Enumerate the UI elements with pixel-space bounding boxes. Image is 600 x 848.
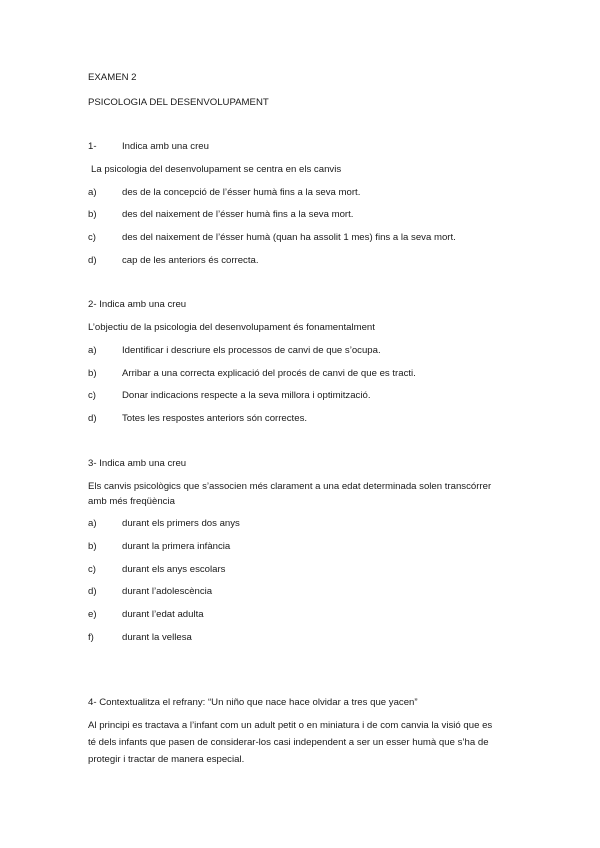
option-text: Identificar i descriure els processos de canvi de que s’ocupa. <box>122 345 381 356</box>
option-text: cap de les anteriors és correcta. <box>122 255 259 266</box>
subject-title: PSICOLOGIA DEL DESENVOLUPAMENT <box>88 97 269 108</box>
q1-option-a <box>88 187 360 198</box>
option-text: Totes les respostes anteriors són correctes. <box>122 413 308 424</box>
q4-answer-line-3: protegir i tractar de manera especial. <box>88 754 245 765</box>
q2-option-d <box>88 413 307 424</box>
q3-option-e <box>88 609 204 620</box>
q1-stem: La psicologia del desenvolupament se centra en els canvis <box>91 164 342 175</box>
option-text: durant l’adolescència <box>122 586 213 597</box>
option-letter: a) <box>88 345 97 356</box>
q3-title: 3- Indica amb una creu <box>88 458 187 469</box>
q3-option-b <box>88 541 230 552</box>
q3-option-f <box>88 632 192 643</box>
q1-title: Indica amb una creu <box>122 141 209 152</box>
option-text: Arribar a una correcta explicació del procés de canvi de que es tracti. <box>122 368 416 379</box>
option-text: durant la vellesa <box>122 632 192 643</box>
option-text: durant els primers dos anys <box>122 518 240 529</box>
q4-answer-line-1: Al principi es tractava a l’infant com un adult petit o en miniatura i de com canvia la visió que es <box>88 720 493 731</box>
option-letter: d) <box>88 255 97 266</box>
q1-option-d <box>88 255 259 266</box>
option-letter: a) <box>88 518 97 529</box>
option-letter: b) <box>88 209 97 220</box>
option-letter: c) <box>88 564 96 575</box>
q4-answer-line-2: té dels infants que pasen de considerar-los casi independent a ser un esser humà que s’ha de <box>88 737 489 748</box>
q1-option-c <box>88 232 456 243</box>
option-text: des de la concepció de l’ésser humà fins a la seva mort. <box>122 187 361 198</box>
option-letter: f) <box>88 632 94 643</box>
q3-stem-line-2: amb més freqüència <box>88 496 175 507</box>
q2-stem: L’objectiu de la psicologia del desenvolupament és fonamentalment <box>88 322 375 333</box>
option-letter: a) <box>88 187 97 198</box>
q3-stem-line-1: Els canvis psicològics que s’associen més clarament a una edat determinada solen transcórrer <box>88 481 492 492</box>
option-letter: d) <box>88 586 97 597</box>
q1-heading <box>88 141 209 152</box>
q2-title: 2- Indica amb una creu <box>88 299 187 310</box>
option-text: durant la primera infància <box>122 541 231 552</box>
option-letter: e) <box>88 609 97 620</box>
q2-option-a <box>88 345 381 356</box>
option-letter: b) <box>88 368 97 379</box>
q3-option-d <box>88 586 212 597</box>
q3-option-c <box>88 564 225 575</box>
option-text: des del naixement de l’ésser humà (quan ha assolit 1 mes) fins a la seva mort. <box>122 232 456 243</box>
q2-option-c <box>88 390 370 401</box>
option-letter: c) <box>88 390 96 401</box>
option-text: Donar indicacions respecte a la seva millora i optimització. <box>122 390 371 401</box>
option-letter: b) <box>88 541 97 552</box>
q3-option-a <box>88 518 240 529</box>
q1-option-b <box>88 209 353 220</box>
exam-title: EXAMEN 2 <box>88 72 137 83</box>
option-letter: c) <box>88 232 96 243</box>
q2-option-b <box>88 368 416 379</box>
option-letter: d) <box>88 413 97 424</box>
q1-number: 1- <box>88 141 97 152</box>
option-text: durant els anys escolars <box>122 564 226 575</box>
option-text: durant l’edat adulta <box>122 609 204 620</box>
q4-title: 4- Contextualitza el refrany: “Un niño que nace hace olvidar a tres que yacen” <box>88 697 418 708</box>
option-text: des del naixement de l’ésser humà fins a la seva mort. <box>122 209 354 220</box>
